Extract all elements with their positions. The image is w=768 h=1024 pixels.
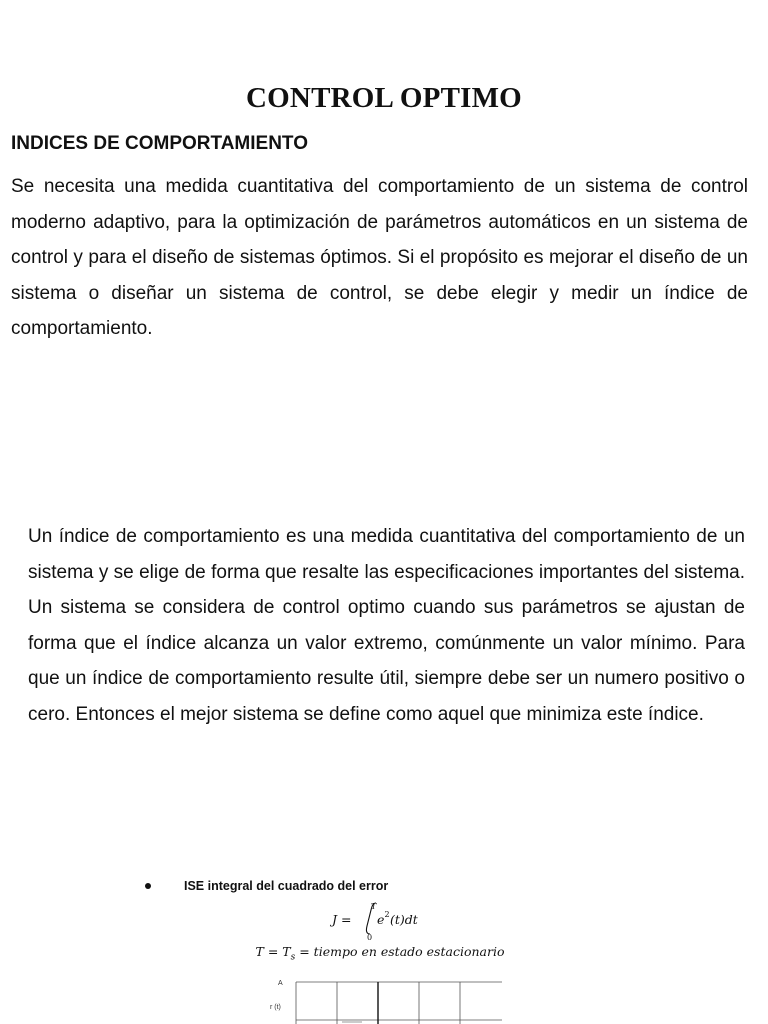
formula-integrand: e (377, 912, 385, 927)
plot-label-r: r (t) (270, 1004, 281, 1011)
plot-label-a: A (278, 980, 283, 987)
stationary-rest: = tiempo en estado estacionario (295, 944, 505, 959)
ise-bullet-item (145, 879, 388, 893)
bullet-icon (145, 883, 151, 889)
stationary-subscript: s (290, 952, 296, 963)
formula-rest: (t)dt (390, 912, 418, 927)
paragraph-intro: Se necesita una medida cuantitativa del comportamiento de un sistema de control moderno adaptivo, para la optimización de parámetros automáticos en un sistema de control y para el diseño de sistemas óptimos. Si el propósito es mejorar el diseño de un sistema o diseñar un sistema de control, se debe elegir y medir un índice de comportamiento. (11, 176, 748, 339)
paragraph-performance-index: Un índice de comportamiento es una medida cuantitativa del comportamiento de un sistema y se elige de forma que resalte las especificaciones importantes del sistema. Un sistema se considera de control optimo cuando sus parámetros se ajustan de forma que el índice alcanza un valor extremo, comúnmente un valor mínimo. Para que un índice de comportamiento resulte útil, siempre debe ser un numero positivo o cero. Entonces el mejor sistema se define como aquel que minimiza este índice. (28, 526, 745, 725)
error-plot (262, 972, 512, 1024)
stationary-time-definition (200, 944, 560, 963)
formula-lhs: J = (332, 912, 352, 927)
integral-upper-limit: T (371, 902, 377, 911)
stationary-lhs: T = T (255, 944, 291, 959)
integral-lower-limit: 0 (367, 933, 373, 942)
ise-bullet-label: ISE integral del cuadrado del error (184, 879, 389, 893)
ise-formula (300, 898, 460, 942)
document-title: CONTROL OPTIMO (246, 82, 522, 114)
formula-exponent: 2 (384, 910, 390, 919)
section-heading: INDICES DE COMPORTAMIENTO (11, 133, 308, 154)
